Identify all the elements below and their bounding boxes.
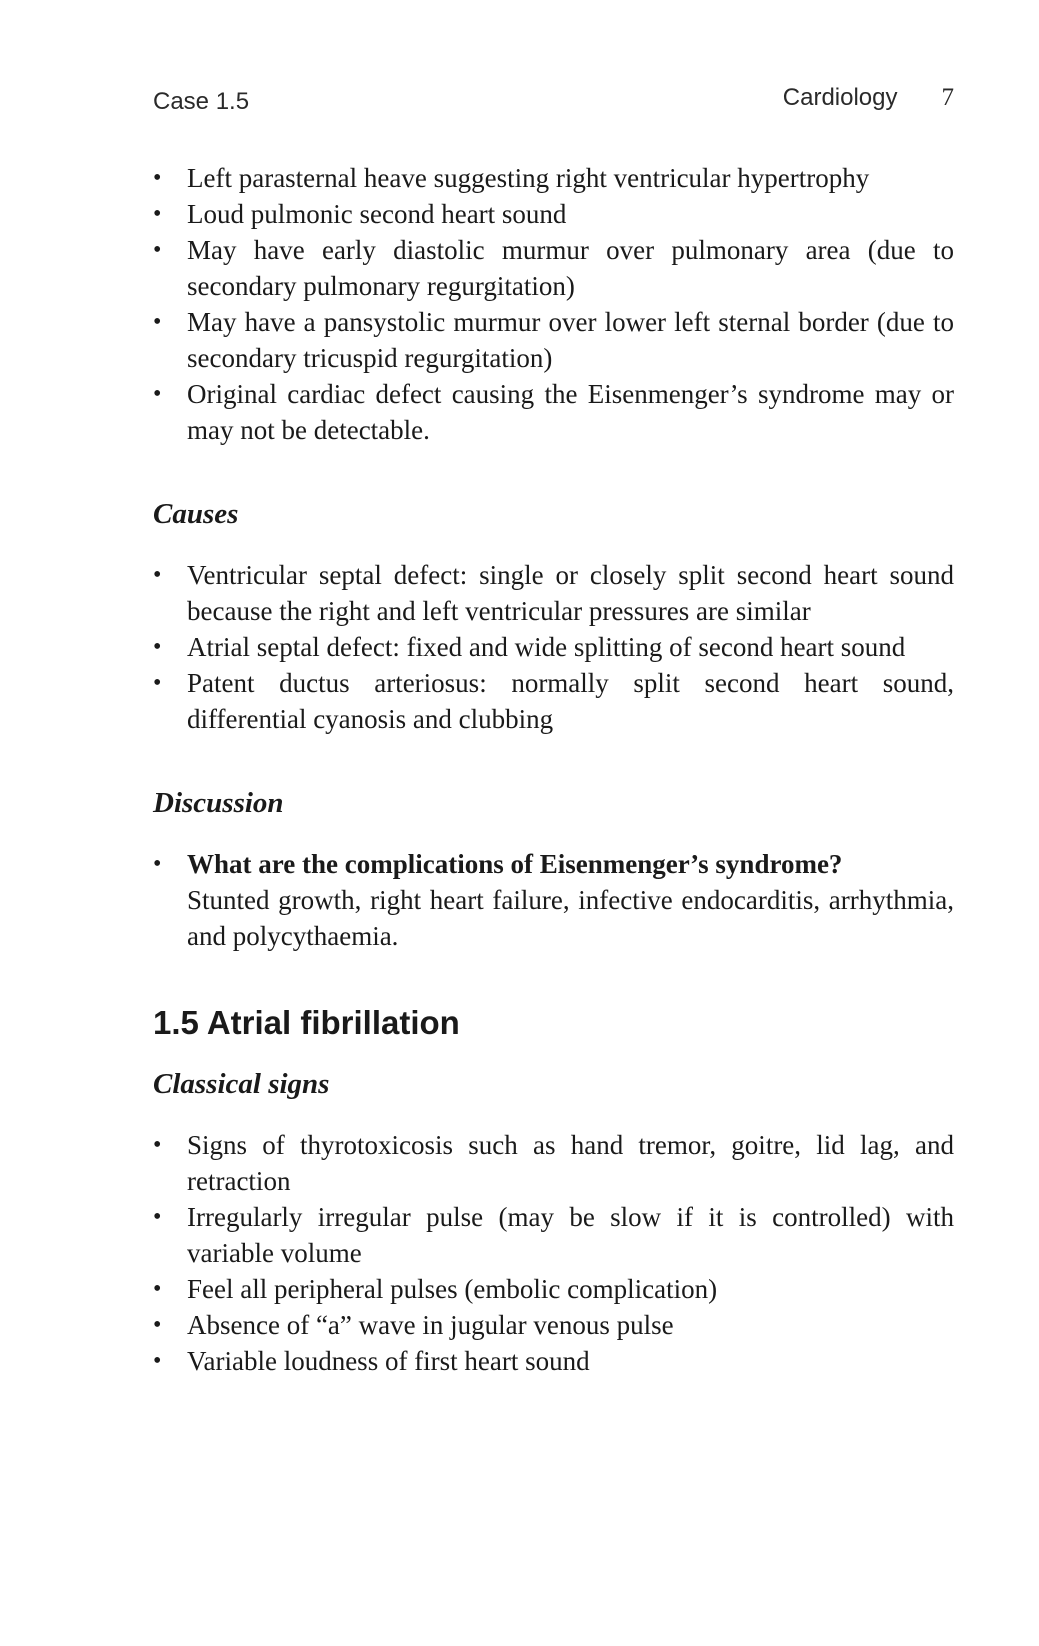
discussion-heading: Discussion bbox=[153, 787, 284, 819]
list-item: • Variable loudness of first heart sound bbox=[153, 1343, 954, 1379]
page-body bbox=[153, 160, 954, 1379]
classical-signs-bullet-list bbox=[153, 1127, 954, 1379]
list-item: • May have a pansystolic murmur over lower left sternal border (due to secondary tricuspid regurgitation) bbox=[153, 304, 954, 376]
intro-bullet-list bbox=[153, 160, 954, 448]
list-item: • Signs of thyrotoxicosis such as hand tremor, goitre, lid lag, and retraction bbox=[153, 1127, 954, 1199]
running-head-case: Case 1.5 bbox=[153, 88, 250, 115]
list-item: • May have early diastolic murmur over pulmonary area (due to secondary pulmonary regurgitation) bbox=[153, 232, 954, 304]
list-item: • Patent ductus arteriosus: normally split second heart sound, differential cyanosis and clubbing bbox=[153, 665, 954, 737]
discussion-answer: Stunted growth, right heart failure, infective endocarditis, arrhythmia, and polycythaemia. bbox=[187, 885, 954, 951]
page-header bbox=[153, 82, 954, 122]
discussion-bullet-list bbox=[153, 846, 954, 954]
section-title: 1.5 Atrial fibrillation bbox=[153, 1004, 460, 1041]
list-item: • Original cardiac defect causing the Eisenmenger’s syndrome may or may not be detectable. bbox=[153, 376, 954, 448]
list-item: • Loud pulmonic second heart sound bbox=[153, 196, 954, 232]
chapter-name: Cardiology bbox=[782, 84, 898, 111]
discussion-question: What are the complications of Eisenmenger’s syndrome? bbox=[187, 849, 843, 879]
list-item: • Feel all peripheral pulses (embolic complication) bbox=[153, 1271, 954, 1307]
page-number: 7 bbox=[941, 84, 954, 111]
classical-signs-heading: Classical signs bbox=[153, 1068, 330, 1100]
discussion-item bbox=[153, 846, 954, 954]
list-item: • Atrial septal defect: fixed and wide splitting of second heart sound bbox=[153, 629, 954, 665]
list-item: • Irregularly irregular pulse (may be slow if it is controlled) with variable volume bbox=[153, 1199, 954, 1271]
running-head-chapter bbox=[783, 84, 954, 112]
causes-heading: Causes bbox=[153, 498, 239, 530]
causes-bullet-list bbox=[153, 557, 954, 737]
list-item: • Ventricular septal defect: single or closely split second heart sound because the right and left ventricular pressures are similar bbox=[153, 557, 954, 629]
list-item: • Absence of “a” wave in jugular venous pulse bbox=[153, 1307, 954, 1343]
list-item: • Left parasternal heave suggesting right ventricular hypertrophy bbox=[153, 160, 954, 196]
